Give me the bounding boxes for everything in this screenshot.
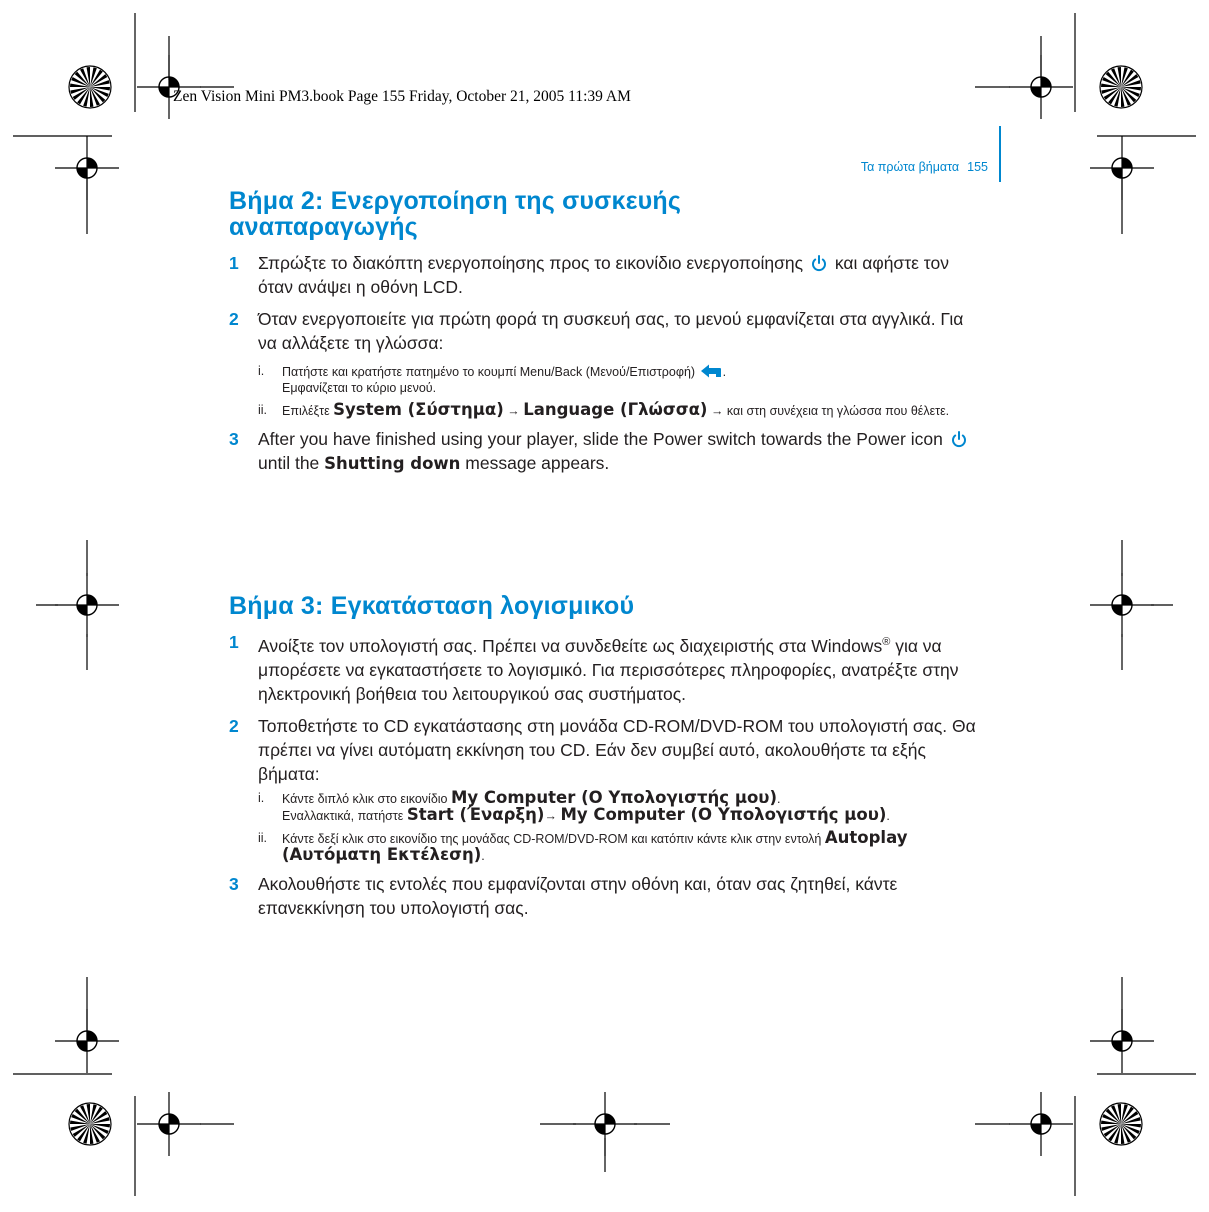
menu-path-item: Language (Γλώσσα) [523, 400, 708, 419]
section-3-step-2 [229, 714, 979, 864]
substep-text: . [722, 365, 727, 379]
book-info-header: Zen Vision Mini PM3.book Page 155 Friday, October 21, 2005 11:39 AM [173, 88, 631, 105]
section-2-substeps [258, 363, 979, 419]
step-text: Σπρώξτε το διακόπτη ενεργοποίησης προς το εικονίδιο ενεργοποίησης [258, 253, 804, 273]
step-text: until the [258, 453, 320, 473]
substep [258, 363, 979, 396]
substep-text: Κάντε διπλό κλικ στο εικονίδιο [282, 791, 448, 806]
back-arrow-icon [700, 363, 722, 379]
step-number: 3 [229, 873, 239, 894]
step-number: 2 [229, 309, 239, 329]
step-text: Ακολουθήστε τις εντολές που εμφανίζονται στην οθόνη και, όταν σας ζητηθεί, κάντε επανεκκίνηση του υπολογιστή σας. [258, 873, 898, 918]
step-text: και αφήστε τον όταν ανάψει η οθόνη LCD. [258, 253, 949, 297]
menu-path-item: Autoplay (Αυτόματη Εκτέλεση) [282, 827, 908, 864]
section-2-steps [229, 251, 979, 484]
star-target-icon [69, 66, 111, 108]
section-2-step-1 [229, 251, 979, 299]
section-3-substeps [258, 787, 979, 864]
running-head-rule [999, 126, 1001, 182]
step-text: After you have finished using your player, slide the Power switch towards the Power icon [258, 429, 943, 449]
arrow-icon: → [544, 808, 557, 823]
menu-path-item: My Computer (Ο Υπολογιστής μου) [451, 787, 777, 807]
running-head-title: Τα πρώτα βήματα [860, 160, 960, 174]
section-3-step-1 [229, 630, 979, 706]
step-text: Τοποθετήστε το CD εγκατάστασης στη μονάδα CD-ROM/DVD-ROM του υπολογιστή σας. Θα πρέπει να γίνει αυτόματη εκκίνηση του CD. Εάν δεν συμβεί αυτό, ακολουθήστε τα εξής βήματα: [258, 715, 976, 784]
substep-text: Κάντε δεξί κλικ στο εικονίδιο της μονάδας CD-ROM/DVD-ROM και κατόπιν κάντε κλικ στην εντολή [282, 831, 822, 846]
step-text: για να μπορέσετε να εγκαταστήσετε το λογισμικό. Για περισσότερες πληροφορίες, ανατρέξτε στην ηλεκτρονική βοήθεια του λειτουργικού σας συστήματος. [258, 635, 959, 704]
step-text: Ανοίξτε τον υπολογιστή σας. Πρέπει να συνδεθείτε ως διαχειριστής στα Windows [258, 635, 883, 656]
message-name: Shutting down [324, 454, 461, 473]
step-number: 1 [229, 632, 239, 652]
substep-number: i. [258, 364, 265, 378]
section-2-title: Βήμα 2: Ενεργοποίηση της συσκευής αναπαραγωγής [229, 187, 682, 241]
section-2-step-3 [229, 427, 979, 476]
section-3-steps [229, 630, 979, 928]
star-target-icon [69, 1103, 111, 1145]
menu-path-item: Start (Έναρξη) [406, 804, 545, 824]
step-text: message appears. [465, 453, 610, 473]
substep-text: Πατήστε και κρατήστε πατημένο το κουμπί Menu/Back (Μενού/Επιστροφή) [282, 365, 696, 379]
power-icon [950, 430, 968, 448]
power-icon [810, 254, 828, 272]
substep-number: ii. [258, 830, 268, 845]
section-3-step-3 [229, 872, 979, 920]
arrow-icon: → [507, 404, 520, 418]
substep [258, 787, 979, 824]
substep [258, 402, 979, 419]
substep-text: και στη συνέχεια τη γλώσσα που θέλετε. [726, 404, 950, 418]
substep-text: . [886, 808, 890, 823]
star-target-icon [1100, 66, 1142, 108]
substep-text: Εναλλακτικά, πατήστε [282, 808, 404, 823]
substep-number: ii. [258, 403, 268, 417]
substep-text: . [776, 791, 781, 806]
menu-path-item: My Computer (Ο Υπολογιστής μου) [560, 804, 887, 824]
substep-number: i. [258, 790, 265, 805]
step-number: 3 [229, 429, 239, 449]
substep-text: Εμφανίζεται το κύριο μενού. [282, 381, 437, 395]
menu-path-item: System (Σύστημα) [333, 400, 504, 419]
substep [258, 827, 979, 864]
substep-text: . [481, 848, 485, 863]
substep-text: Επιλέξτε [282, 404, 330, 418]
section-3-title: Βήμα 3: Εγκατάσταση λογισμικού [229, 592, 635, 620]
arrow-icon: → [710, 404, 724, 418]
step-number: 2 [229, 715, 239, 736]
step-text: Όταν ενεργοποιείτε για πρώτη φορά τη συσκευή σας, το μενού εμφανίζεται στα αγγλικά. Για να αλλάξετε τη γλώσσα: [258, 309, 964, 353]
step-number: 1 [229, 253, 239, 273]
running-head [861, 160, 988, 174]
star-target-icon [1100, 1103, 1142, 1145]
registered-mark: ® [882, 636, 891, 648]
page-number: 155 [967, 160, 988, 174]
section-2-step-2 [229, 307, 979, 419]
